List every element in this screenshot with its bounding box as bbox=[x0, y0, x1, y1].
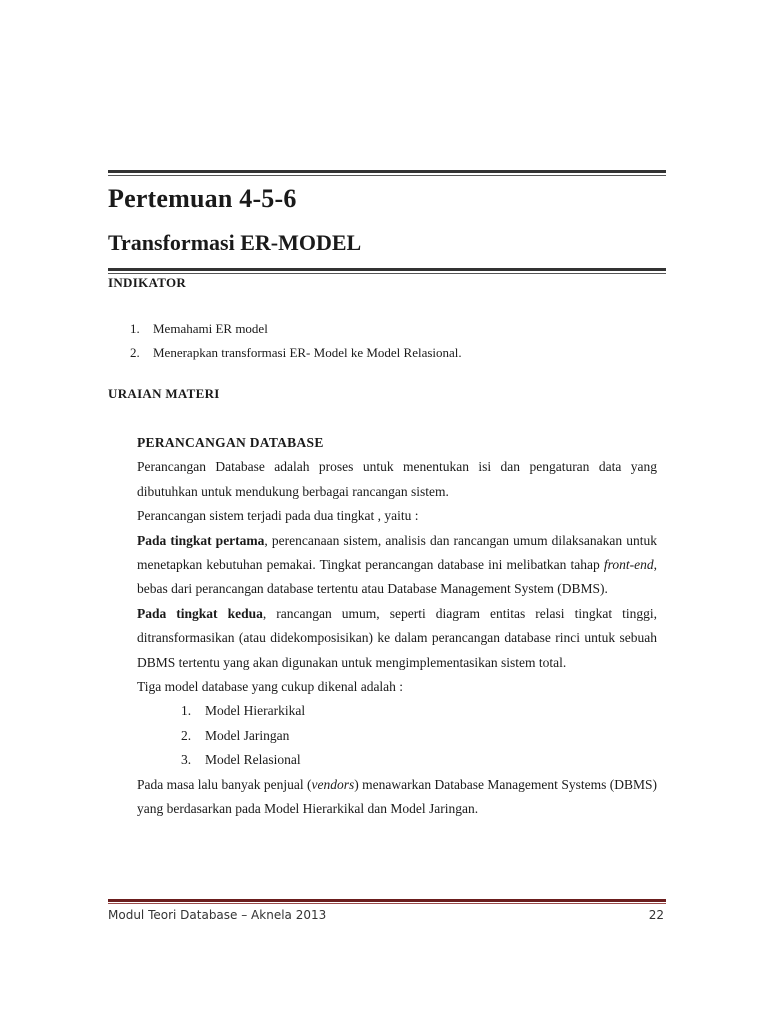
list-number: 1. bbox=[130, 321, 140, 336]
italic-phrase: vendors bbox=[311, 776, 355, 792]
text-span: , perencanaan sistem, analisis dan rancangan umum dilaksanakan untuk menetapkan kebutuhan pemakai. Tingkat perancangan database ini melibatkan tahap bbox=[137, 532, 657, 573]
list-item bbox=[130, 321, 462, 345]
paragraph bbox=[137, 529, 657, 602]
list-number: 1. bbox=[181, 703, 192, 719]
model-list bbox=[137, 699, 657, 772]
list-text: Model Jaringan bbox=[205, 727, 290, 743]
body-content bbox=[137, 431, 657, 822]
text-span: ) menawarkan Database Management Systems (DBMS) yang berdasarkan pada Model Hierarkikal dan Model Jaringan. bbox=[137, 776, 657, 817]
paragraph bbox=[137, 773, 657, 822]
list-item bbox=[130, 345, 462, 369]
list-text: Menerapkan transformasi ER- Model ke Model Relasional. bbox=[153, 345, 462, 360]
bold-phrase: Pada tingkat pertama bbox=[137, 532, 265, 548]
list-text: Memahami ER model bbox=[153, 321, 268, 336]
list-item bbox=[181, 699, 657, 723]
footer-rule bbox=[108, 899, 666, 903]
header-rule-bottom bbox=[108, 268, 666, 273]
section-title: PERANCANGAN DATABASE bbox=[137, 435, 324, 450]
italic-phrase: front-end bbox=[603, 557, 654, 573]
list-item bbox=[181, 748, 657, 772]
paragraph: Perancangan sistem terjadi pada dua tingkat , yaitu : bbox=[137, 508, 419, 524]
list-text: Model Relasional bbox=[205, 752, 301, 768]
paragraph: Perancangan Database adalah proses untuk menentukan isi dan pengaturan data yang dibutuhkan untuk mendukung berbagai rancangan sistem. bbox=[137, 459, 657, 499]
footer-text: Modul Teori Database – Aknela 2013 bbox=[108, 908, 327, 922]
paragraph: Tiga model database yang cukup dikenal adalah : bbox=[137, 679, 404, 695]
list-item bbox=[181, 724, 657, 748]
uraian-heading: URAIAN MATERI bbox=[108, 386, 220, 401]
text-span: , bebas dari perancangan database tertentu atau Database Management System (DBMS). bbox=[137, 557, 657, 597]
page-title: Pertemuan 4-5-6 bbox=[108, 184, 297, 213]
indikator-heading: INDIKATOR bbox=[108, 275, 187, 290]
text-span: Pada masa lalu banyak penjual ( bbox=[137, 776, 312, 792]
paragraph bbox=[137, 602, 657, 675]
header-rule-top bbox=[108, 170, 666, 175]
list-text: Model Hierarkikal bbox=[205, 703, 306, 719]
list-number: 2. bbox=[181, 727, 192, 743]
list-number: 3. bbox=[181, 752, 192, 768]
list-number: 2. bbox=[130, 345, 140, 360]
text-span: , rancangan umum, seperti diagram entitas relasi tingkat tinggi, ditransformasikan (atau didekomposisikan) ke dalam perancangan database rinci untuk sebuah DBMS tertentu yang akan digunakan untuk mengimplementasikan sistem total. bbox=[137, 605, 658, 670]
indikator-list bbox=[130, 321, 462, 369]
page-number: 22 bbox=[648, 908, 664, 922]
bold-phrase: Pada tingkat kedua bbox=[137, 605, 263, 621]
page-subtitle: Transformasi ER-MODEL bbox=[108, 230, 362, 255]
